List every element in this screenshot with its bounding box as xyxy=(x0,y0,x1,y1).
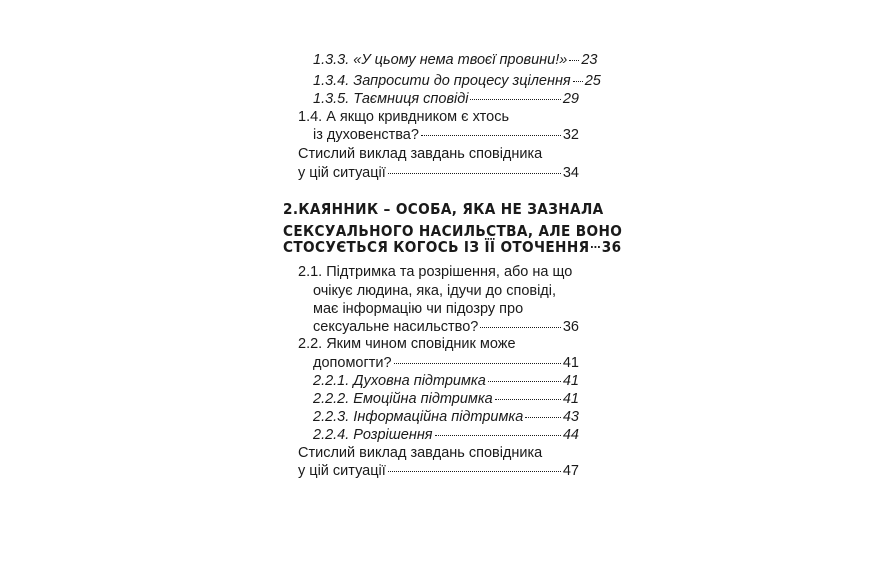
toc-entry-1-3-5 xyxy=(313,90,579,108)
toc-entry-2-2-line1: 2.2. Яким чином сповідник може xyxy=(298,336,516,352)
dot-leader xyxy=(569,60,579,61)
toc-entry-title: 2.2.4. Розрішення xyxy=(313,427,433,443)
toc-page-number: 47 xyxy=(562,463,579,479)
toc-entry-title: 1.3.4. Запросити до процесу зцілення xyxy=(313,73,571,89)
toc-summary-1 xyxy=(298,164,579,182)
toc-entry-1-3-3 xyxy=(313,51,598,69)
toc-entry-title: 2.2.3. Інформаційна підтримка xyxy=(313,409,524,425)
toc-page-number: 25 xyxy=(584,73,601,89)
toc-entry-2-2-4 xyxy=(313,426,579,444)
toc-page-number: 41 xyxy=(562,391,579,407)
dot-leader xyxy=(573,81,583,82)
toc-entry-title: із духовенства? xyxy=(313,127,419,143)
toc-entry-title: СТОСУЄТЬСЯ КОГОСЬ ІЗ ЇЇ ОТОЧЕННЯ xyxy=(283,238,590,256)
dot-leader xyxy=(388,173,561,174)
toc-entry-title: 2.2.1. Духовна підтримка xyxy=(313,373,486,389)
toc-page-number: 29 xyxy=(562,91,579,107)
toc-entry-title: у цій ситуації xyxy=(298,463,386,479)
toc-entry-1-3-4 xyxy=(313,72,601,90)
toc-entry-2-1-line1: 2.1. Підтримка та розрішення, або на що xyxy=(298,264,573,280)
toc-page-number: 44 xyxy=(562,427,579,443)
toc-entry-1-4 xyxy=(313,126,579,144)
toc-page-number: 43 xyxy=(562,409,579,425)
toc-page-number: 32 xyxy=(562,127,579,143)
toc-summary-2-line1: Стислий виклад завдань сповідника xyxy=(298,445,543,461)
dot-leader xyxy=(495,399,561,400)
dot-leader xyxy=(388,471,561,472)
chapter-2-title-line3 xyxy=(283,236,622,258)
toc-entry-title: у цій ситуації xyxy=(298,165,386,181)
dot-leader xyxy=(591,246,600,248)
toc-entry-title: допомогти? xyxy=(313,355,392,371)
toc-entry-title: сексуальне насильство? xyxy=(313,319,479,335)
toc-page-number: 36 xyxy=(562,319,579,335)
toc-entry-2-2-2 xyxy=(313,390,579,408)
toc-page-number: 41 xyxy=(562,355,579,371)
dot-leader xyxy=(394,363,561,364)
toc-page-number: 23 xyxy=(581,52,598,68)
dot-leader xyxy=(488,381,561,382)
toc-page-number: 34 xyxy=(562,165,579,181)
toc-entry-title: 1.3.3. «У цьому нема твоєї провини!» xyxy=(313,52,568,68)
dot-leader xyxy=(435,435,561,436)
toc-summary-2 xyxy=(298,462,579,480)
toc-entry-2-2-3 xyxy=(313,408,579,426)
dot-leader xyxy=(470,99,560,100)
toc-page-number: 41 xyxy=(562,373,579,389)
toc-entry-2-1-line3: має інформацію чи підозру про xyxy=(313,301,524,317)
dot-leader xyxy=(525,417,561,418)
toc-page-number: 36 xyxy=(601,238,622,256)
toc-summary-1-line1: Стислий виклад завдань сповідника xyxy=(298,146,543,162)
chapter-2-title-line1: 2.КАЯННИК – ОСОБА, ЯКА НЕ ЗАЗНАЛА xyxy=(283,200,604,218)
dot-leader xyxy=(421,135,561,136)
chapter-2-title-line2: СЕКСУАЛЬНОГО НАСИЛЬСТВА, АЛЕ ВОНО xyxy=(283,222,623,240)
toc-entry-title: 1.3.5. Таємниця сповіді xyxy=(313,91,469,107)
toc-entry-2-2-1 xyxy=(313,372,579,390)
toc-entry-2-1-line2: очікує людина, яка, ідучи до сповіді, xyxy=(313,283,557,299)
dot-leader xyxy=(480,327,561,328)
toc-entry-2-2 xyxy=(313,354,579,372)
toc-entry-title: 2.2.2. Емоційна підтримка xyxy=(313,391,493,407)
toc-entry-2-1 xyxy=(313,318,579,336)
toc-entry-1-4-line1: 1.4. А якщо кривдником є хтось xyxy=(298,109,510,125)
